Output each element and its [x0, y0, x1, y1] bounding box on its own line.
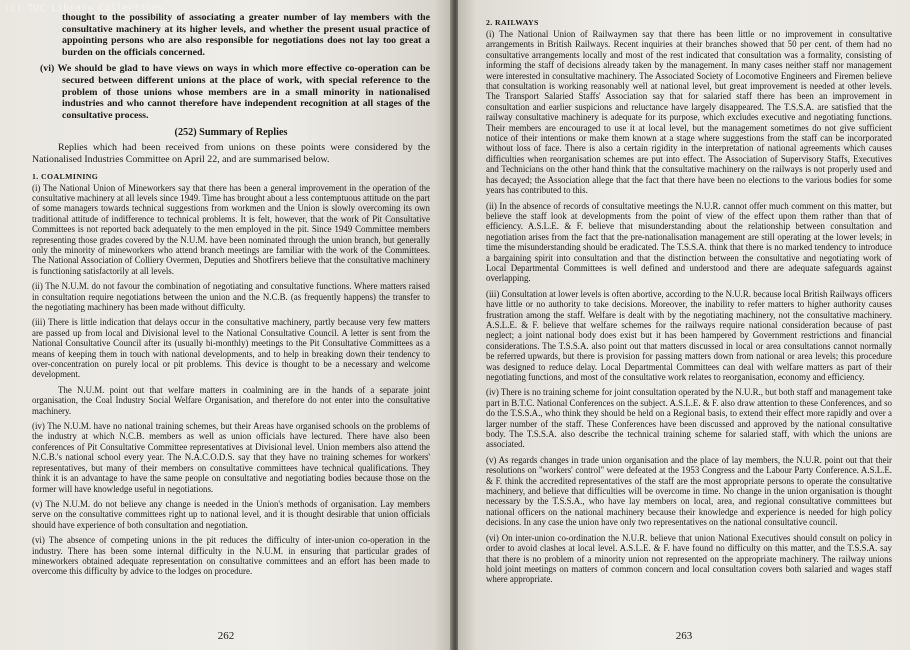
right-page	[458, 0, 910, 650]
rail-paragraph: (ii) In the absence of records of consultative meetings the N.U.R. cannot offer much comment on this matter, but believe the staff look at developments from the point of view of the effect upon them rather than that of efficiency. A.S.L.E. & F. believe that misunderstanding about the relationship between consultation and negotiation arises from the fact that the pre-nationalisation management are still operating at the lower levels; in time the misunderstanding should be eradicated. The T.S.S.A. think that there is no marked tendency to introduce a bargaining spirit into consultation and that the distinction between the consultative and negotiating work of Local Departmental Committees is well defined and understood and there are adequate safeguards against overlapping.	[486, 200, 892, 284]
coal-paragraph: The N.U.M. point out that welfare matters in coalmining are in the hands of a separate joint organisation, the Coal Industry Social Welfare Organisation, and therefore do not enter into the consultative machinery.	[32, 384, 430, 416]
rail-paragraph: (i) The National Union of Railwaymen say that there has been little or no improvement in consultative arrangements in British Railways. Recent inquiries at their branches showed that 50 per cent. of them had no consultative arrangements locally and most of the rest indicated that consultation was a formality, consisting of informing the staff of decisions already taken by the management. In many cases neither staff nor management were interested in consultative machinery. The Associated Society of Locomotive Engineers and Firemen believe that consultation is working reasonably well at national level, but great improvement is needed at other levels. The Transport Salaried Staffs' Association say that for salaried staff there has been an improvement in consultation and earlier suspicions and reluctance have largely disappeared. The T.S.S.A. are satisfied that the railway consultative machinery is adequate for its purpose, which excludes executive and negotiating functions. Their members are encouraged to use it at local level, but the management sometimes do not give sufficient notice of their intentions or make them known at a stage where suggestions from the staff can be incorporated without loss of face. There is also a certain rigidity in the interpretation of national agreements which causes difficulties when reorganisation schemes are put into effect. The Association of Supervisory Staffs, Executives and Technicians on the other hand think that the consultative machinery on the railways is not properly used and has decayed; the Association allege that the fact that there have been no elections to the various bodies for some years has contributed to this.	[486, 29, 892, 196]
coal-paragraph: (v) The N.U.M. do not believe any change is needed in the Union's methods of organisation. Lay members serve on the consultative committees right up to national level, and it is thought desirable that union officials should have experience of both consultation and negotiation.	[32, 498, 430, 530]
coal-paragraph: (i) The National Union of Mineworkers say that there has been a general improvement in the operation of the consultative machinery at all levels since 1949. Time has brought about a less contemptuous attitude on the part of some managers towards technical suggestions from workmen and the Union is slowly overcoming its own traditional attitude of indifference to technical problems. It is felt, however, that the work of Pit Consultative Committees is not reported back adequately to the men employed in the pit. Since 1949 Committee members representing those grades covered by the N.U.M. have been nominated through the union branch, but generally only the minority of mineworkers who attend branch meetings are familiar with the work of the Committees. The National Association of Colliery Overmen, Deputies and Shotfirers believe that the consultative machinery is functioning satisfactorily at all levels.	[32, 182, 430, 276]
coal-paragraph: (iii) There is little indication that delays occur in the consultative machinery, partly because very few matters are passed up from local and Divisional level to the National Consultative Council. A letter is sent from the National Consultative Council after its (usually bi-monthly) meetings to the Pit Consultative Committees as a means of keeping them in touch with national developments, and to help in breaking down their tendency to over-concentration on purely local or pit problems. This device is thought to be a necessary and welcome development.	[32, 317, 430, 380]
rail-paragraph: (vi) On inter-union co-ordination the N.U.R. believe that union National Executives should consult on policy in order to avoid clashes at local level. A.S.L.E. & F. have found no difficulty on this matter, and the T.S.S.A. say that there is no problem of a minority union not represented on the appropriate machinery. The railway unions hold joint meetings on matters of common concern and local consultation covers both salaried and wages staff where appropriate.	[486, 532, 892, 585]
section-heading-railways: 2. RAILWAYS	[486, 18, 539, 27]
section-heading-coalmining: 1. COALMINING	[32, 171, 99, 181]
rail-paragraph: (v) As regards changes in trade union organisation and the place of lay members, the N.U.R. point out that their resolutions on "workers' control" were defeated at the 1953 Congress and the Labour Party Conference. A.S.L.E. & F. think the accredited representatives of the staff are the most appropriate persons to operate the consultative machinery, and believe that difficulties will be overcome in time. No change in the union organisation is thought necessary by the T.S.S.A., who have lay members on local, area, and regional consultative committees but national officers on the national machinery because their knowledge and experience is needed for high policy decisions. In any case the union have only two representatives on the national consultative council.	[486, 454, 892, 528]
lead-paragraph: thought to the possibility of associating a greater number of lay members with the consultative machinery at its higher levels, and whether the present usual practice of appointing persons who are also responsible for negotiations does not lay too great a burden on the officials concerned.	[62, 12, 430, 58]
collection-watermark: (c) TUC Library Collections	[4, 3, 164, 14]
item-vi-paragraph: (vi) We should be glad to have views on ways in which more effective co-operation can be secured between different unions at the place of work, with special reference to the problem of those unions whose members are in a small minority in nationalised industries and who cannot therefore have independent recognition at all stages of the consultative process.	[40, 63, 430, 121]
coal-paragraph: (iv) The N.U.M. have no national training schemes, but their Areas have organised schools on the problems of the industry at which N.C.B. members as well as union officials have lectured. There have also been conferences of Pit Consultative Committee representatives at Divisional level. Union members also attend the N.C.B.'s national school every year. The N.A.C.O.D.S. say that they have no training schemes for workers' representatives, but many of their members on consultative committees have technical qualifications. They think it is an advantage to have the same people on consultative and negotiating bodies because those on the former will have knowledge useful in negotiations.	[32, 421, 430, 494]
summary-heading: (252) Summary of Replies	[174, 127, 288, 139]
page-number-left: 262	[217, 630, 235, 642]
rail-paragraph: (iv) There is no training scheme for joint consultation operated by the N.U.R., but both staff and management take part in B.T.C. National Conferences on the subject. A.S.L.E. & F. also draw attention to these Conferences, and so do the T.S.S.A., who think they should be held on a Regional basis, to extend their effect more rapidly and over a larger number of the staff. These Conferences have been discussed and approved by the national consultative body. The T.S.S.A. also describe the technical training scheme for salaried staff, with which the unions are associated.	[486, 387, 892, 450]
left-page	[0, 0, 452, 650]
summary-intro: Replies which had been received from unions on these points were considered by the Nationalised Industries Committee on April 22, and are summarised below.	[32, 142, 430, 165]
coal-paragraph: (vi) The absence of competing unions in the pit reduces the difficulty of inter-union co-operation in the industry. There has been some internal difficulty in the N.U.M. in ensuring that particular grades of mineworkers obtained adequate representation on consultative committees and an effort has been made to overcome this difficulty by advice to the lodges on procedure.	[32, 535, 430, 577]
page-number-right: 263	[675, 630, 693, 642]
rail-paragraph: (iii) Consultation at lower levels is often abortive, according to the N.U.R. because local British Railways officers have little or no authority to take decisions. Moreover, the inability to refer matters to higher authority causes frustration among the staff. Welfare is dealt with by the negotiating machinery, not the consultative machinery. A.S.L.E. & F. believe that welfare schemes for the railways require national consideration because of past neglect; a joint national body does exist but it has been hampered by Government restrictions and financial considerations. The T.S.S.A. also point out that matters discussed in local or area consultations cannot normally be referred upwards, but there is provision for passing matters down from national or area levels; this procedure was designed to reduce delay. Local Departmental Committees can deal with welfare matters as part of their negotiating functions, and most of the consultative work relates to reorganisation, economy and efficiency.	[486, 288, 892, 382]
coal-paragraph: (ii) The N.U.M. do not favour the combination of negotiating and consultative functions. Where matters raised in consultation require negotiations between the union and the N.C.B. (as frequently happens) the transfer to the negotiating machinery has been made without difficulty.	[32, 281, 430, 312]
